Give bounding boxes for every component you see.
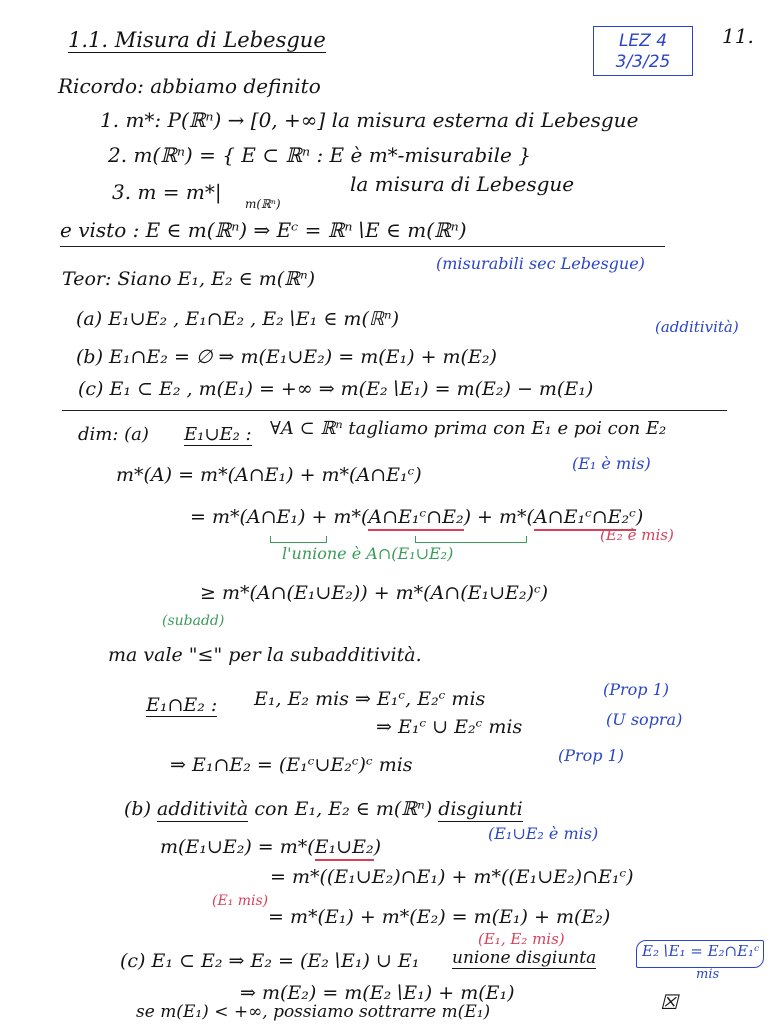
part-b-eq-3: = m*(E₁) + m*(E₂) = m(E₁) + m(E₂) [268,906,611,928]
part-b-eq-1-note: (E₁∪E₂ è mis) [488,824,599,843]
subadd-note: (subadd) [162,613,225,629]
divider-1 [60,246,665,247]
theorem-b-note: (additività) [655,318,739,336]
part-b-eq-1-a: m(E₁∪E₂) = m*( [160,836,315,858]
end-of-proof-icon: ☒ [660,990,678,1014]
theorem-label: Teor: Siano E₁, E₂ ∈ m(ℝⁿ) [62,268,316,290]
stamp-lecture: LEZ 4 [618,31,668,51]
union-note: l'unione è A∩(E₁∪E₂) [282,544,454,563]
part-b-head [124,800,523,819]
intersection-line-2-note: (U sopra) [606,710,683,729]
part-c-line-3: se m(E₁) < +∞, possiamo sottrarre m(E₁) [136,1002,491,1022]
recall-item-3-subscript: m(ℝⁿ) [245,197,281,211]
theorem-b: (b) E₁∩E₂ = ∅ ⇒ m(E₁∪E₂) = m(E₁) + m(E₂) [76,346,497,368]
part-b-eq-1-c: ) [373,836,381,858]
theorem-a: (a) E₁∪E₂ , E₁∩E₂ , E₂∖E₁ ∈ m(ℝⁿ) [76,308,400,330]
recall-intro: Ricordo: abbiamo definito [58,74,321,98]
recall-seen: e visto : E ∈ m(ℝⁿ) ⇒ Eᶜ = ℝⁿ∖E ∈ m(ℝⁿ) [60,218,467,242]
page-title: 1.1. Misura di Lebesgue [68,28,326,52]
proof-eq-2-part-d: A∩E₁ᶜ∩E₂ᶜ [534,506,636,531]
e1-mis-note: (E₁ mis) [212,893,269,909]
recall-item-2: 2. m(ℝⁿ) = { E ⊂ ℝⁿ : E è m*-misurabile } [108,143,531,167]
intersection-line-2: ⇒ E₁ᶜ ∪ E₂ᶜ mis [376,716,523,738]
part-b-label: (b) [124,798,151,820]
proof-intro: ∀A ⊂ ℝⁿ tagliamo prima con E₁ e poi con E₂ [270,418,667,439]
brace-left [270,536,327,543]
proof-union: E₁∪E₂ : [184,424,252,445]
proof-eq-2-part-a: = m*(A∩E₁) + m*( [190,506,369,528]
intersection-line-1: E₁, E₂ mis ⇒ E₁ᶜ, E₂ᶜ mis [254,688,486,710]
recall-item-3: 3. m = m*| [112,180,222,204]
part-b-eq-2: = m*((E₁∪E₂)∩E₁) + m*((E₁∪E₂)∩E₁ᶜ) [270,866,634,888]
proof-vale: ma vale "≤" per la subadditività. [108,644,422,666]
theorem-note: (misurabili sec Lebesgue) [436,254,645,273]
proof-eq-1-note: (E₁ è mis) [572,454,651,473]
proof-eq-3: ≥ m*(A∩(E₁∪E₂)) + m*(A∩(E₁∪E₂)ᶜ) [200,582,549,604]
lecture-stamp [593,26,693,76]
e1-e2-mis-note: (E₁, E₂ mis) [478,930,565,948]
proof-eq-2 [190,508,643,527]
part-c-disjoint-union: unione disgiunta [452,948,597,968]
intersection-line-3-note: (Prop 1) [558,746,625,765]
proof-eq-1: m*(A) = m*(A∩E₁) + m*(A∩E₁ᶜ) [116,464,422,486]
part-b-eq-1-b: E₁∪E₂ [315,836,374,861]
part-b-disjoint: disgiunti [438,798,523,820]
part-c-line-1: (c) E₁ ⊂ E₂ ⇒ E₂ = (E₂∖E₁) ∪ E₁ [120,950,420,972]
stamp-date: 3/3/25 [615,52,671,72]
proof-eq-2-part-c: ) + m*( [463,506,534,528]
theorem-c: (c) E₁ ⊂ E₂ , m(E₁) = +∞ ⇒ m(E₂∖E₁) = m(E₂) − m(E₁) [78,378,594,400]
brace-right [415,536,527,543]
e2-note: (E₂ è mis) [600,526,674,544]
recall-item-3-tail: la misura di Lebesgue [350,172,575,196]
part-c-line-2: ⇒ m(E₂) = m(E₂∖E₁) + m(E₁) [240,982,515,1004]
page-number: 11. [722,24,754,48]
intersection-label: E₁∩E₂ : [146,694,218,716]
proof-head: dim: (a) [78,424,149,445]
divider-2 [62,410,727,411]
proof-eq-2-part-e: ) [635,506,644,528]
part-b-eq-1 [160,838,381,857]
complement-box-text: E₂∖E₁ = E₂∩E₁ᶜ [642,942,760,960]
recall-item-1: 1. m*: P(ℝⁿ) → [0, +∞] la misura esterna di Lebesgue [100,108,639,132]
part-b-condition: con E₁, E₂ ∈ m(ℝⁿ) [254,798,433,820]
proof-eq-2-part-b: A∩E₁ᶜ∩E₂ [368,506,463,531]
complement-box-mis: mis [696,967,720,982]
part-b-additivity: additività [157,798,249,820]
intersection-line-3: ⇒ E₁∩E₂ = (E₁ᶜ∪E₂ᶜ)ᶜ mis [170,754,413,776]
intersection-line-1-note: (Prop 1) [603,680,670,699]
